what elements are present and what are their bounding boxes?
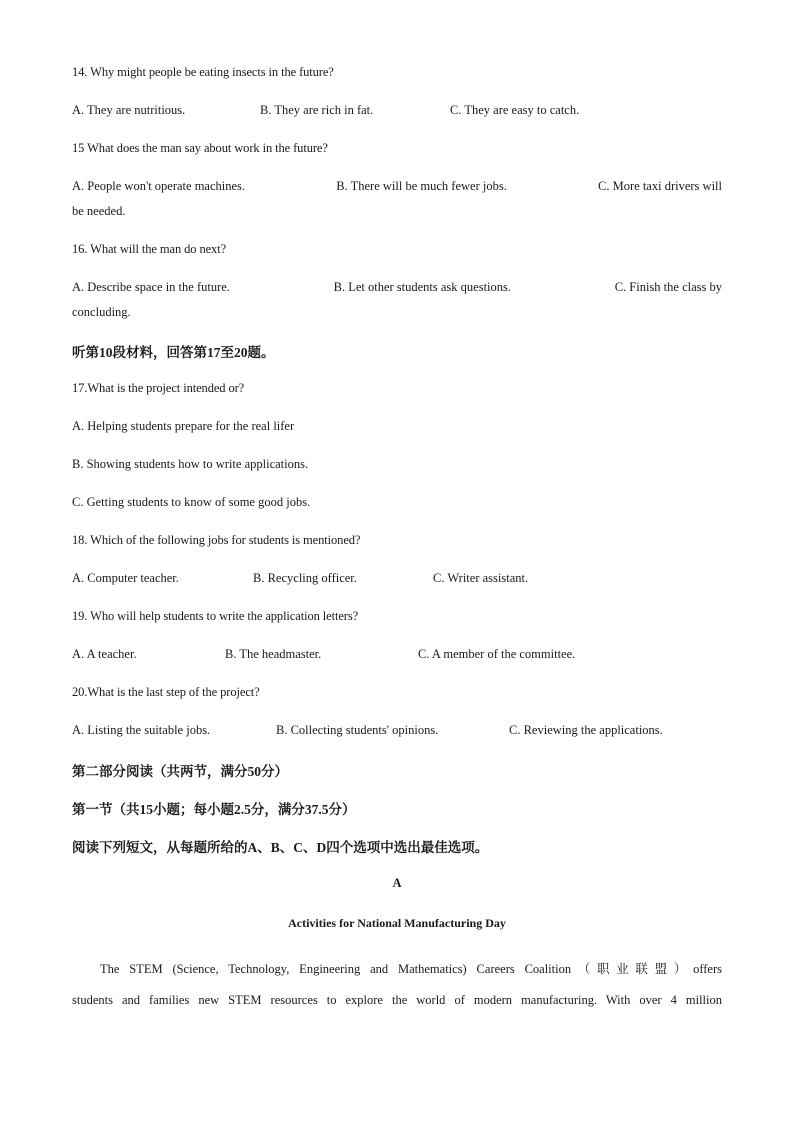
option-b: B. The headmaster. bbox=[225, 647, 322, 661]
option-b: B. There will be much fewer jobs. bbox=[336, 179, 507, 193]
option-a: A. Listing the suitable jobs. bbox=[72, 723, 211, 737]
question-15-options bbox=[72, 179, 722, 194]
option-a: A. They are nutritious. bbox=[72, 103, 186, 117]
option-a: A. A teacher. bbox=[72, 647, 137, 661]
question-14: 14. Why might people be eating insects in the future? bbox=[72, 65, 334, 79]
option-a: A. People won't operate machines. bbox=[72, 179, 246, 193]
part-heading: 第二部分阅读（共两节，满分50分） bbox=[72, 764, 288, 779]
option-c: C. Finish the class by bbox=[614, 280, 722, 294]
section-heading: 第一节（共15小题；每小题2.5分，满分37.5分） bbox=[72, 802, 356, 817]
option-b: B. Collecting students' opinions. bbox=[276, 723, 439, 737]
section-heading: 听第10段材料，回答第17至20题。 bbox=[72, 345, 275, 360]
option-b: B. They are rich in fat. bbox=[260, 103, 374, 117]
question-18-options bbox=[72, 571, 722, 586]
question-14-options bbox=[72, 103, 722, 118]
question-20: 20.What is the last step of the project? bbox=[72, 685, 260, 699]
question-15: 15 What does the man say about work in the future? bbox=[72, 141, 328, 155]
option-a: A. Helping students prepare for the real lifer bbox=[72, 419, 295, 433]
question-16-options bbox=[72, 280, 722, 295]
option-c-continuation: concluding. bbox=[72, 305, 131, 319]
question-17: 17.What is the project intended or? bbox=[72, 381, 245, 395]
option-c-continuation: be needed. bbox=[72, 204, 126, 218]
option-a: A. Describe space in the future. bbox=[72, 280, 230, 294]
option-c: C. Getting students to know of some good jobs. bbox=[72, 495, 311, 509]
instruction-text: 阅读下列短文，从每题所给的A、B、C、D四个选项中选出最佳选项。 bbox=[72, 840, 489, 855]
passage-letter: A bbox=[392, 876, 402, 890]
passage-body bbox=[72, 954, 722, 1016]
question-18: 18. Which of the following jobs for students is mentioned? bbox=[72, 533, 361, 547]
option-b: B. Let other students ask questions. bbox=[333, 280, 512, 294]
option-a: A. Computer teacher. bbox=[72, 571, 179, 585]
question-20-options bbox=[72, 723, 722, 738]
passage-line: students and families new STEM resources to explore the world of modern manufacturing. With over 4 million bbox=[72, 993, 722, 1007]
option-c: C. Writer assistant. bbox=[433, 571, 529, 585]
option-c: C. They are easy to catch. bbox=[450, 103, 580, 117]
option-c: C. Reviewing the applications. bbox=[509, 723, 663, 737]
option-b: B. Showing students how to write applications. bbox=[72, 457, 309, 471]
passage-line: The STEM (Science, Technology, Engineering and Mathematics) Careers Coalition（职业联盟）offers bbox=[100, 962, 722, 976]
option-c: C. More taxi drivers will bbox=[598, 179, 722, 193]
passage-title: Activities for National Manufacturing Day bbox=[288, 916, 506, 930]
question-16: 16. What will the man do next? bbox=[72, 242, 227, 256]
question-19: 19. Who will help students to write the application letters? bbox=[72, 609, 359, 623]
option-b: B. Recycling officer. bbox=[253, 571, 357, 585]
question-19-options bbox=[72, 647, 722, 662]
option-c: C. A member of the committee. bbox=[418, 647, 576, 661]
